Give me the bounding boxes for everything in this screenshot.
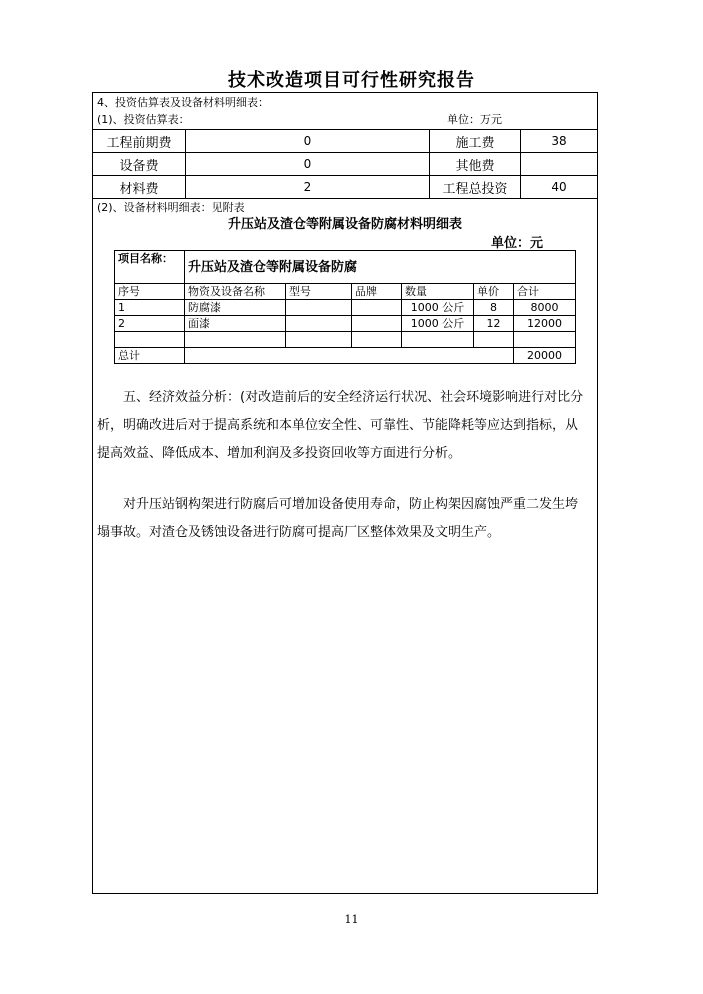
budget-value (521, 153, 598, 176)
total-value: 20000 (514, 348, 576, 364)
project-name-label: 项目名称： (115, 251, 185, 284)
materials-table-title: 升压站及渣仓等附属设备防腐材料明细表 (227, 217, 462, 232)
column-header: 物资及设备名称 (185, 284, 286, 300)
cell-name: 防腐漆 (185, 300, 286, 316)
cell-name (185, 332, 286, 348)
column-header: 品牌 (352, 284, 402, 300)
budget-label: 工程总投资 (430, 176, 521, 199)
budget-label: 材料费 (93, 176, 186, 199)
cell-brand (352, 332, 402, 348)
budget-value: 2 (186, 176, 430, 199)
table-row (115, 316, 576, 332)
budget-row (93, 153, 598, 176)
cell-total: 12000 (514, 316, 576, 332)
budget-value: 38 (521, 130, 598, 153)
cell-quantity: 1000 公斤 (402, 300, 474, 316)
budget-row (93, 130, 598, 153)
cell-total (514, 332, 576, 348)
page-number: 11 (344, 913, 359, 926)
column-header: 单价 (474, 284, 514, 300)
budget-label: 其他费 (430, 153, 521, 176)
cell-name: 面漆 (185, 316, 286, 332)
cell-brand (352, 316, 402, 332)
project-name-value: 升压站及渣仓等附属设备防腐 (185, 251, 576, 284)
section4-heading: 4、投资估算表及设备材料明细表： (97, 96, 269, 109)
materials-header-row (115, 284, 576, 300)
column-header: 序号 (115, 284, 185, 300)
analysis-paragraph-1: 五、经济效益分析：(对改造前后的安全经济运行状况、社会环境影响进行对比分析，明确改进后对于提高系统和本单位安全性、可靠性、节能降耗等应达到指标，从提高效益、降低成本、增加利润及多投资回收等方面进行分析。 (97, 390, 584, 461)
total-label: 总计 (115, 348, 185, 364)
benefit-conclusion (97, 491, 587, 547)
materials-list-label: (2)、设备材料明细表：见附表 (97, 201, 245, 214)
cell-brand (352, 300, 402, 316)
investment-estimate-table (92, 129, 598, 199)
budget-value: 40 (521, 176, 598, 199)
investment-estimate-label: (1)、投资估算表： (97, 113, 190, 126)
benefit-analysis (97, 384, 587, 468)
cell-quantity: 1000 公斤 (402, 316, 474, 332)
analysis-paragraph-2: 对升压站钢构架进行防腐后可增加设备使用寿命，防止构架因腐蚀严重二发生垮塌事故。对渣仓及锈蚀设备进行防腐可提高厂区整体效果及文明生产。 (97, 497, 579, 540)
cell-total: 8000 (514, 300, 576, 316)
total-row (115, 348, 576, 364)
cell-index (115, 332, 185, 348)
budget-row (93, 176, 598, 199)
budget-label: 工程前期费 (93, 130, 186, 153)
table-row (115, 332, 576, 348)
cell-quantity (402, 332, 474, 348)
cell-model (286, 332, 352, 348)
column-header: 数量 (402, 284, 474, 300)
cell-unit-price: 8 (474, 300, 514, 316)
column-header: 型号 (286, 284, 352, 300)
unit-label: 单位：万元 (447, 113, 502, 126)
project-name-row (115, 251, 576, 284)
materials-table (114, 250, 576, 364)
cell-index: 1 (115, 300, 185, 316)
cell-model (286, 316, 352, 332)
column-header: 合计 (514, 284, 576, 300)
cell-model (286, 300, 352, 316)
cell-index: 2 (115, 316, 185, 332)
cell-unit-price: 12 (474, 316, 514, 332)
budget-label: 施工费 (430, 130, 521, 153)
budget-value: 0 (186, 153, 430, 176)
budget-label: 设备费 (93, 153, 186, 176)
budget-value: 0 (186, 130, 430, 153)
materials-unit-label: 单位：元 (491, 236, 544, 251)
cell-unit-price (474, 332, 514, 348)
document-title: 技术改造项目可行性研究报告 (228, 70, 475, 91)
table-row (115, 300, 576, 316)
total-spacer (185, 348, 514, 364)
